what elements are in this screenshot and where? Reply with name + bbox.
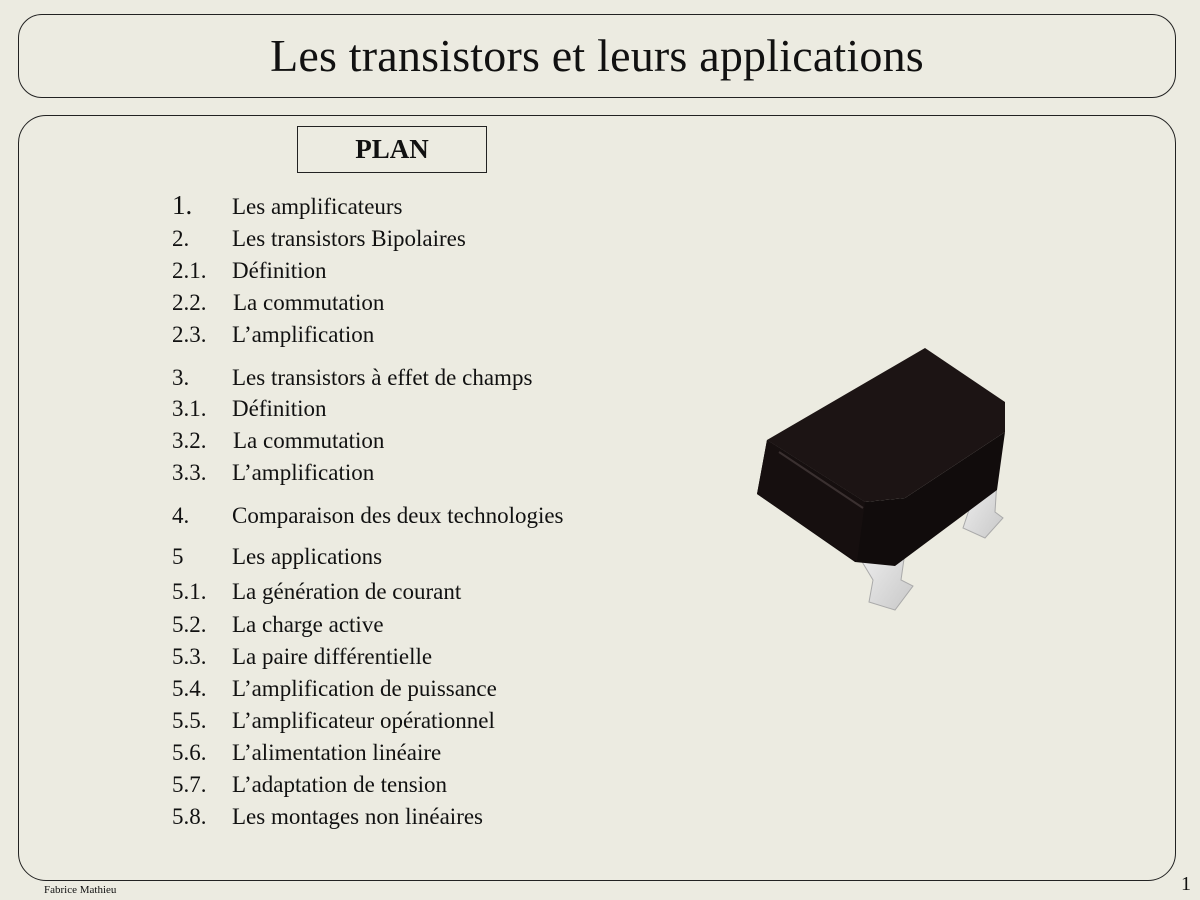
toc-number: 3. [172,365,190,390]
toc-label: Les amplificateurs [232,194,403,219]
toc-number: 3.1. [172,396,207,421]
toc-label: L’adaptation de tension [232,772,448,797]
toc-number: 5.4. [172,676,207,701]
toc-label: Comparaison des deux technologies [232,503,564,528]
plan-label: PLAN [297,126,487,173]
toc-label: L’amplification de puissance [232,676,497,701]
toc-number: 5 [172,544,184,569]
toc-label: La charge active [232,612,384,637]
toc-number: 2. [172,226,190,251]
toc-number: 5.5. [172,708,207,733]
toc-label: L’alimentation linéaire [232,740,442,765]
toc-label: Les transistors Bipolaires [232,226,466,251]
toc-label: L’amplificateur opérationnel [232,708,495,733]
toc-number: 1. [172,190,193,220]
toc-label: La commutation [233,290,385,315]
toc-label: L’amplification [232,322,375,347]
toc-number: 5.2. [172,612,207,637]
toc-number: 2.3. [172,322,207,347]
toc-label: L’amplification [232,460,375,485]
slide-title: Les transistors et leurs applications [270,30,924,81]
toc-number: 5.1. [172,579,207,604]
toc-number: 5.6. [172,740,207,765]
toc-number: 2.1. [172,258,207,283]
toc-label: Définition [232,396,327,421]
footer-author: Fabrice Mathieu [44,884,117,896]
toc-number: 2.2. [172,290,207,315]
toc-number: 5.7. [172,772,207,797]
toc-number: 5.3. [172,644,207,669]
toc-label: Définition [232,258,327,283]
toc-label: Les applications [232,544,383,569]
toc-label: La commutation [233,428,385,453]
page-number: 1 [1181,873,1191,895]
toc-label: Les transistors à effet de champs [232,365,533,390]
toc-number: 4. [172,503,190,528]
toc-label: Les montages non linéaires [232,804,484,829]
toc-number: 3.2. [172,428,207,453]
toc-number: 3.3. [172,460,207,485]
toc-label: La génération de courant [232,579,462,604]
transistor-icon [745,340,1020,620]
toc-label: La paire différentielle [232,644,433,669]
toc-number: 5.8. [172,804,207,829]
